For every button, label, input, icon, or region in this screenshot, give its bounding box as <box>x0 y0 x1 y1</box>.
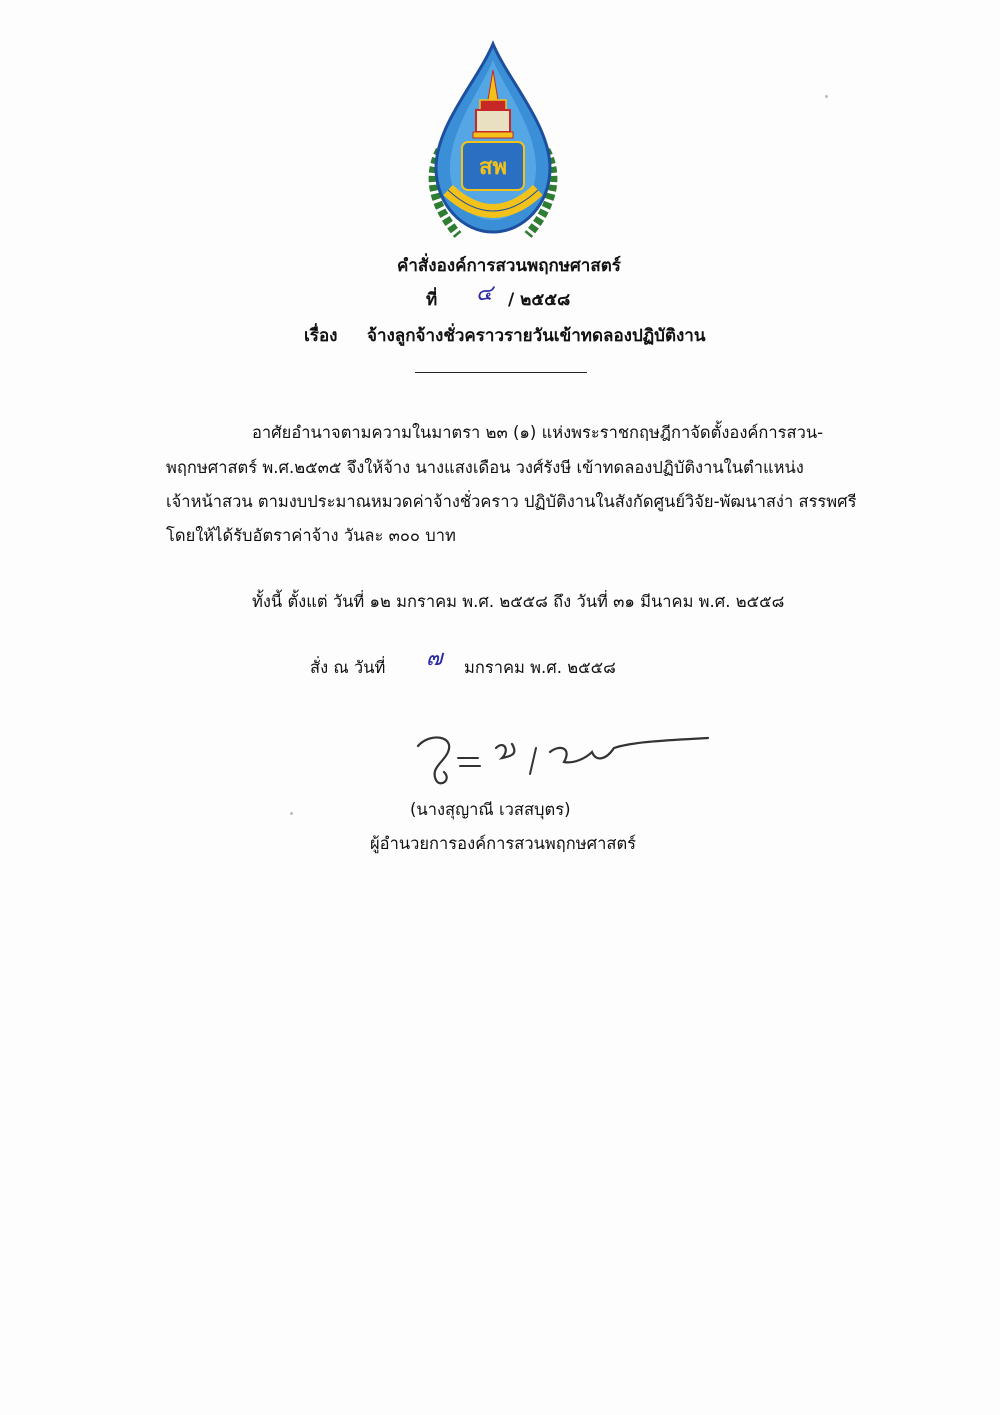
subject-label: เรื่อง <box>304 326 338 346</box>
scan-speck <box>290 812 293 815</box>
scan-speck <box>825 95 828 98</box>
signer-name: (นางสุญาณี เวสสบุตร) <box>410 800 571 819</box>
botanical-garden-logo <box>418 40 568 250</box>
order-date-day-handwritten: ๗ <box>426 646 443 671</box>
employment-period: ทั้งนี้ ตั้งแต่ วันที่ ๑๒ มกราคม พ.ศ. ๒๕๕๘ ถึง วันที่ ๓๑ มีนาคม พ.ศ. ๒๕๕๘ <box>252 592 785 611</box>
order-number-year: / ๒๕๕๘ <box>508 290 571 310</box>
order-title: คำสั่งองค์การสวนพฤกษศาสตร์ <box>397 256 621 276</box>
signature-icon <box>400 718 720 798</box>
signer-position: ผู้อำนวยการองค์การสวนพฤกษศาสตร์ <box>370 834 637 853</box>
body-line-1: อาศัยอำนาจตามความในมาตรา ๒๓ (๑) แห่งพระราชกฤษฎีกาจัดตั้งองค์การสวน- <box>252 423 824 442</box>
subject-text: จ้างลูกจ้างชั่วคราวรายวันเข้าทดลองปฏิบัติงาน <box>367 326 706 346</box>
body-line-2: พฤกษศาสตร์ พ.ศ.๒๕๓๕ จึงให้จ้าง นางแสงเดือน วงศ์รังษี เข้าทดลองปฏิบัติงานในตำแหน่ง <box>166 458 804 477</box>
order-date-prefix: สั่ง ณ วันที่ <box>310 658 386 677</box>
body-line-3: เจ้าหน้าสวน ตามงบประมาณหมวดค่าจ้างชั่วคราว ปฏิบัติงานในสังกัดศูนย์วิจัย-พัฒนาสง่า สรรพศรี <box>166 492 857 511</box>
header-divider <box>415 372 587 373</box>
body-line-4: โดยให้ได้รับอัตราค่าจ้าง วันละ ๓๐๐ บาท <box>166 526 456 545</box>
order-number-label: ที่ <box>426 290 438 310</box>
svg-text:สพ: สพ <box>479 155 507 180</box>
order-number-handwritten: ๔ <box>476 281 493 306</box>
order-date-suffix: มกราคม พ.ศ. ๒๕๕๘ <box>464 658 616 677</box>
